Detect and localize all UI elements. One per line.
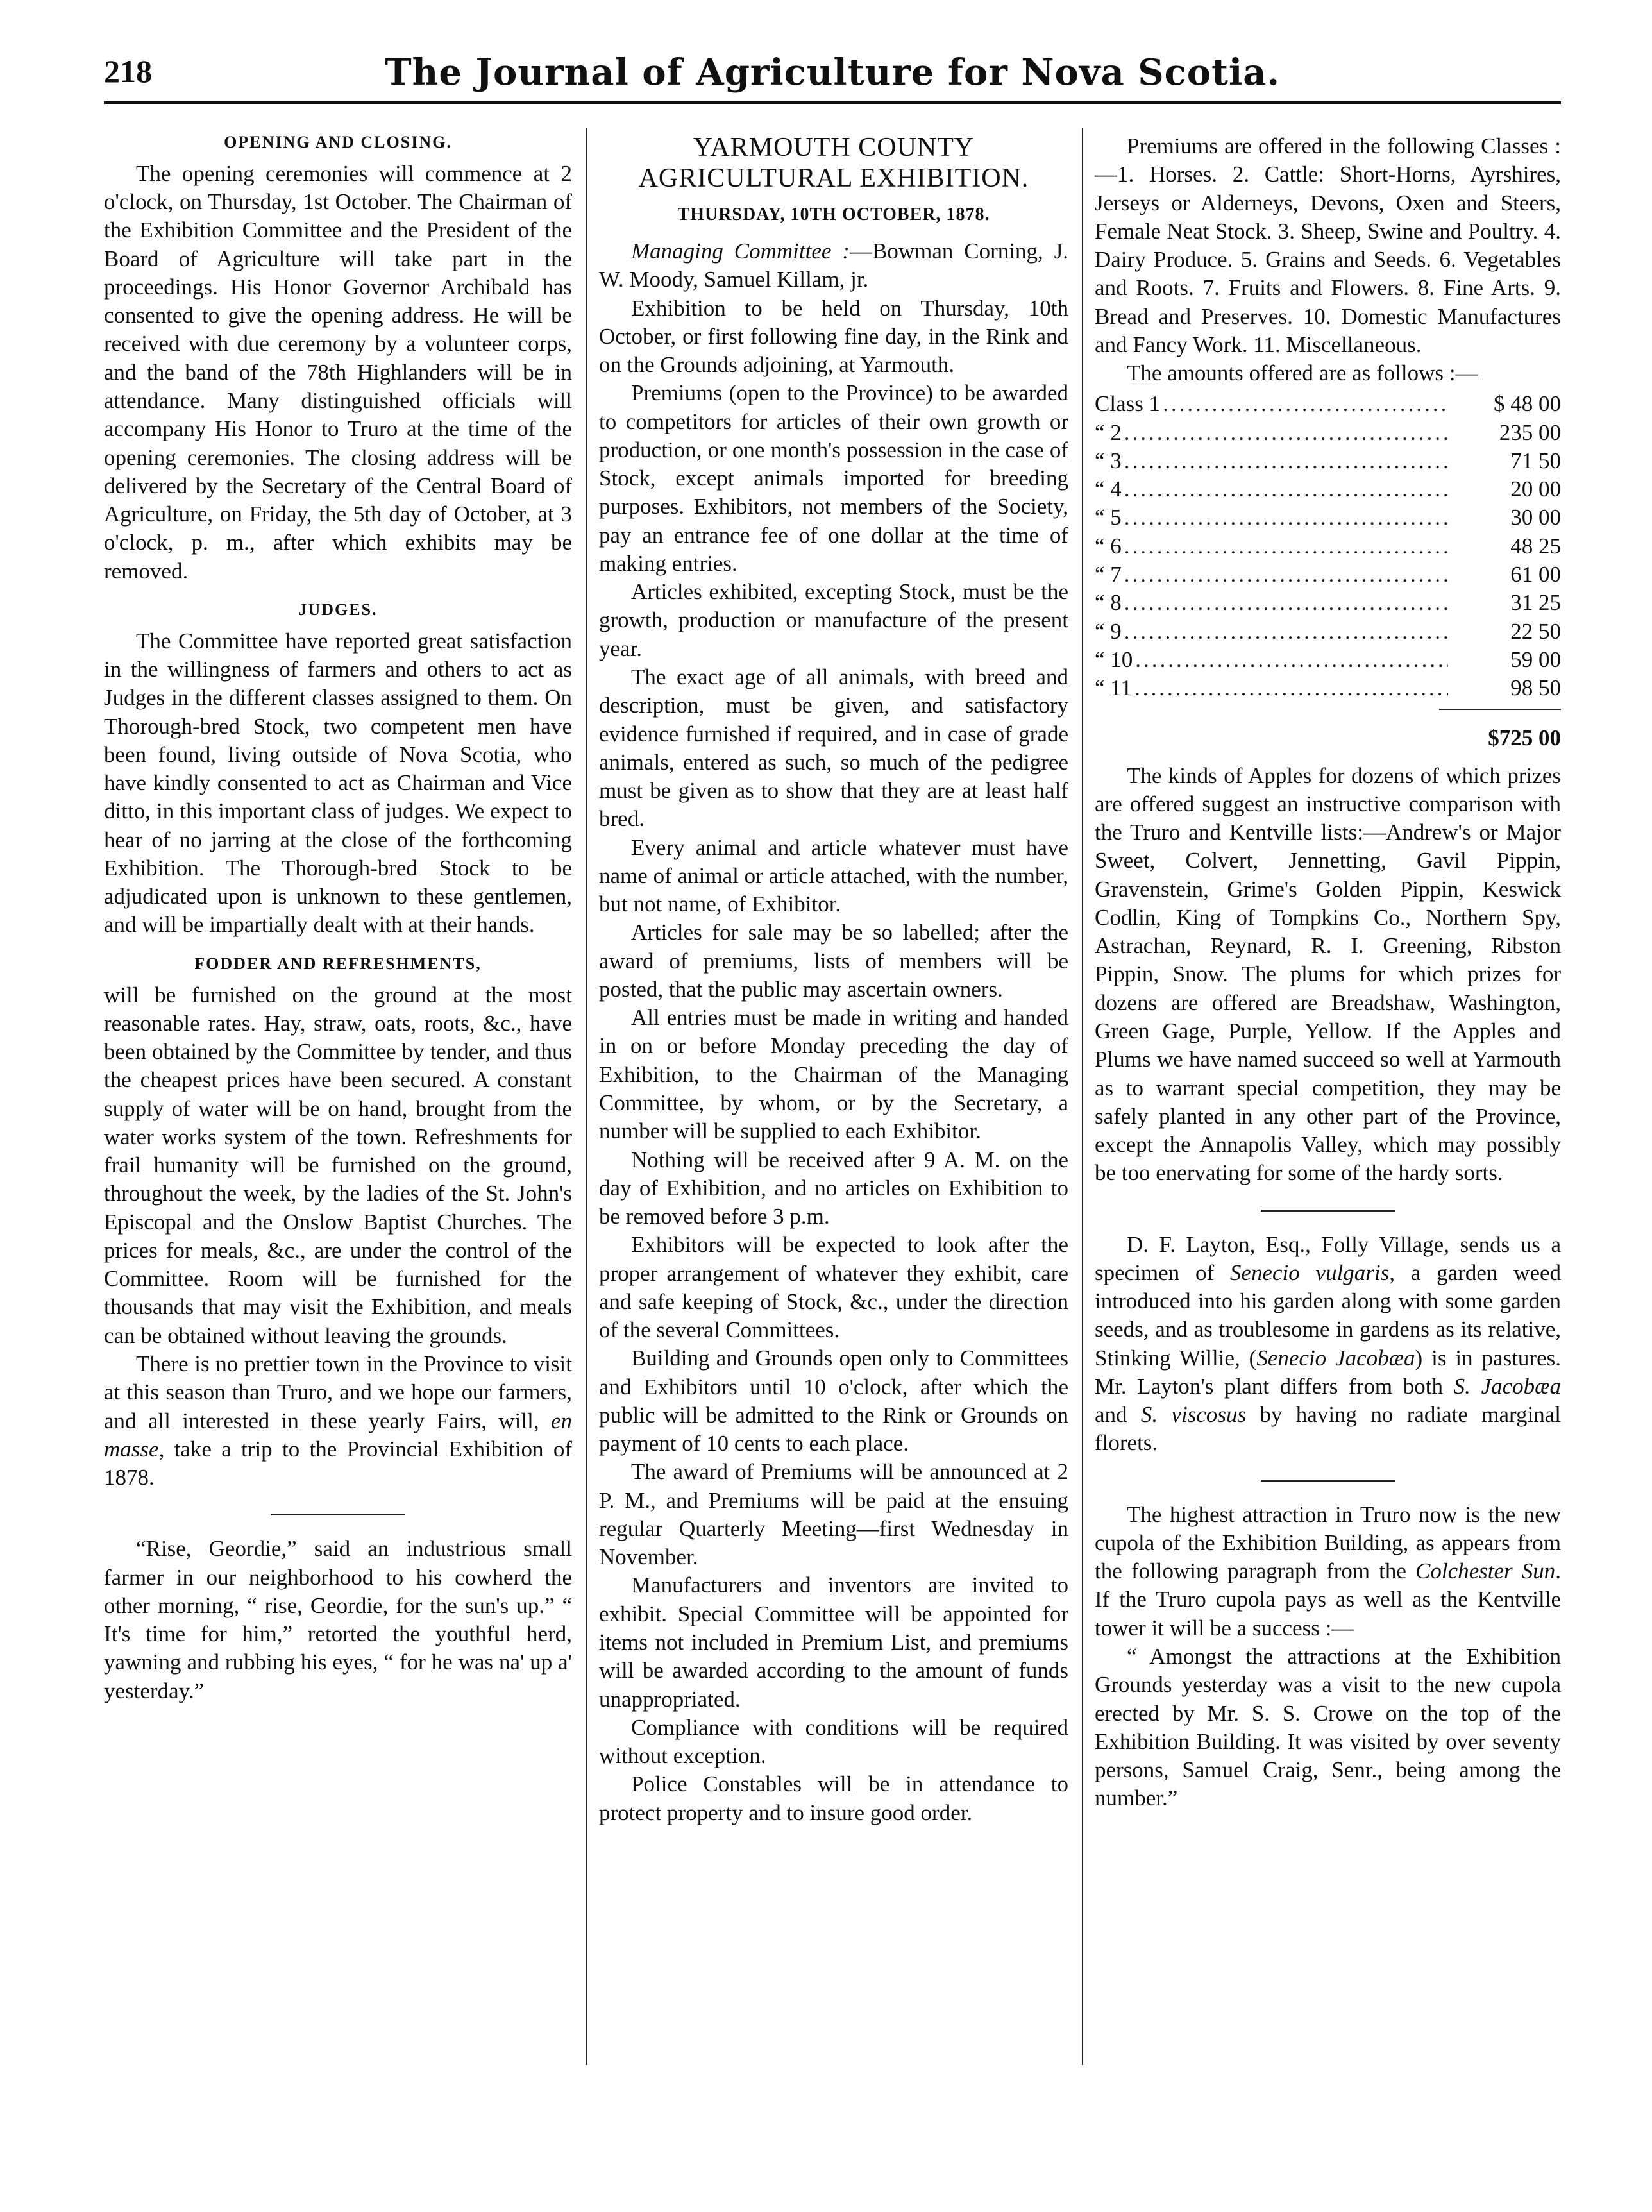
paragraph-exhibitors: Exhibitors will be expected to look after the proper arrangement of whatever they exhibit, care and safe keeping of Stock, &c., under the direction of the several Committees. [599, 1232, 1068, 1343]
page-header [104, 51, 1561, 94]
leader-dots [1124, 618, 1448, 646]
amount-row [1095, 618, 1561, 646]
paragraph-judges: The Committee have reported great satisfaction in the willingness of farmers and others to act as Judges in the different classes assigned to them. On Thorough-bred Stock, two competent men have been found, living outside of Nova Scotia, who have kindly consented to act as Chairman and Vice ditto, in this important class of judges. We expect to hear of no jarring at the close of the forthcoming Exhibition. The Thorough-bred Stock to be adjudicated upon is unknown to these gentlemen, and will be impartially dealt with at their hands. [104, 628, 572, 938]
paragraph-nothing: Nothing will be received after 9 A. M. on the day of Exhibition, and no articles on Exhibition to be removed before 3 p.m. [599, 1147, 1068, 1229]
text-run: There is no prettier town in the Province to visit at this season than Truro, and we hope our farmers, and all interested in these yearly Fairs, will, [104, 1351, 572, 1433]
paragraph-classes: Premiums are offered in the following Classes :—1. Horses. 2. Cattle: Short-Horns, Ayrshires, Jerseys or Alderneys, Devons, Oxen and Steers, Female Neat Stock. 3. Sheep, Swine and Poultry. 4. Dairy Produce. 5. Grains and Seeds. 6. Vegetables and Roots. 7. Fruits and Flowers. 8. Fine Arts. 9. Bread and Preserves. 10. Domestic Manufactures and Fancy Work. 11. Miscellaneous. [1095, 133, 1561, 357]
text-run: ) is in pastures. Mr. Layton's plant differs from both [1095, 1345, 1561, 1399]
paragraph-opening: The opening ceremonies will commence at 2 o'clock, on Thursday, 1st October. The Chairman of the Exhibition Committee and the President of the Board of Agriculture will take part in the proceedings. His Honor Governor Archibald has consented to give the opening address. He will be received with due ceremony by a volunteer corps, and the band of the 78th Highlanders will be in attendance. Many distinguished officials will accompany His Honor to Truro at the time of the opening ceremonies. The closing address will be delivered by the Secretary of the Central Board of Agriculture, on Friday, the 5th day of October, at 3 o'clock, p. m., after which exhibits may be removed. [104, 160, 572, 584]
italic-text: Colchester Sun [1415, 1558, 1556, 1584]
amount-class-label: Class 1 [1095, 391, 1161, 417]
amount-class-label: “ 5 [1095, 505, 1122, 530]
leader-dots [1124, 503, 1448, 532]
heading-fodder: FODDER AND REFRESHMENTS, [194, 954, 482, 973]
italic-text: Managing Committee : [631, 239, 850, 264]
paragraph-manufacturers: Manufacturers and inventors are invited to exhibit. Special Committee will be appointed for items not included in Premium List, and premiums will be awarded according to the amount of funds unappropriated. [599, 1573, 1068, 1712]
paragraph-name: Every animal and article whatever must have name of animal or article attached, with the number, but not name, of Exhibitor. [599, 834, 1068, 917]
amount-row [1095, 561, 1561, 589]
leader-dots [1135, 646, 1448, 674]
paragraph-layton [1095, 1231, 1561, 1458]
amount-value: 59 00 [1510, 646, 1561, 672]
amount-value: 30 00 [1510, 505, 1561, 530]
amounts-total: $725 00 [1488, 725, 1561, 751]
leader-dots [1124, 475, 1448, 503]
column-1 [104, 132, 572, 1705]
amount-class-label: “ 3 [1095, 448, 1122, 473]
section-rule [1261, 1480, 1395, 1482]
paragraph-compliance: Compliance with conditions will be required without exception. [599, 1714, 1068, 1769]
text-run: , take a trip to the Provincial Exhibition of 1878. [104, 1436, 572, 1490]
column-2 [599, 132, 1068, 1827]
amount-class-label: “ 10 [1095, 646, 1133, 672]
article-columns [104, 114, 1561, 2064]
amount-row [1095, 532, 1561, 561]
amount-value: 48 25 [1510, 533, 1561, 559]
paragraph-fodder: will be furnished on the ground at the most reasonable rates. Hay, straw, oats, roots, &c., have been obtained by the Committee by tender, and thus the cheapest prices have been secured. A constant supply of water will be on hand, brought from the water works system of the town. Refreshments for frail humanity will be furnished on the ground, throughout the week, by the ladies of the St. John's Episcopal and the Onslow Baptist Churches. The prices for meals, &c., are under the control of the Committee. Room will be furnished for the thousands that may visit the Exhibition, and meals can be obtained without leaving the grounds. [104, 982, 572, 1348]
amount-class-label: “ 9 [1095, 618, 1122, 644]
amount-row [1095, 419, 1561, 447]
amount-row [1095, 589, 1561, 617]
amount-value: 71 50 [1510, 448, 1561, 473]
paragraph-age: The exact age of all animals, with breed and description, must be given, and satisfactory evidence furnished if required, and in case of grade animals, entered as such, so much of the pedigree must be given as to show that they are at least half bred. [599, 664, 1068, 832]
paragraph-cupola [1095, 1501, 1561, 1642]
italic-text: Senecio vulgaris [1229, 1260, 1390, 1285]
amount-row [1095, 646, 1561, 674]
leader-dots [1124, 447, 1448, 475]
text-run: and [1095, 1402, 1141, 1428]
text-run: D. F. Layton, Esq., Folly Village, sends us a specimen of [1095, 1231, 1561, 1285]
amount-class-label: “ 6 [1095, 533, 1122, 559]
amounts-table [1095, 390, 1561, 702]
paragraph-premiums: Premiums (open to the Province) to be awarded to competitors for articles of their own growth or production, or one month's possession in the case of Stock, except animals imported for breeding purposes. Exhibitors, not members of the Society, pay an entrance fee of one dollar at the time of making entries. [599, 380, 1068, 576]
amount-value: 98 50 [1510, 675, 1561, 701]
paragraph-articles: Articles exhibited, excepting Stock, must be the growth, production or manufacture of the present year. [599, 579, 1068, 661]
amount-row [1095, 503, 1561, 532]
leader-dots [1134, 674, 1448, 702]
amount-row [1095, 674, 1561, 702]
article-title-yarmouth: YARMOUTH COUNTY AGRICULTURAL EXHIBITION. [638, 133, 1029, 194]
amount-class-label: “ 4 [1095, 477, 1122, 502]
paragraph-truro [104, 1350, 572, 1492]
paragraph-award: The award of Premiums will be announced at 2 P. M., and Premiums will be paid at the ensuing regular Quarterly Meeting—first Wednesday in November. [599, 1459, 1068, 1570]
section-rule [271, 1514, 405, 1515]
text-run: by having no radiate marginal florets. [1095, 1402, 1562, 1456]
amount-row [1095, 447, 1561, 475]
column-divider [1082, 128, 1083, 2065]
column-3 [1095, 132, 1561, 1813]
header-rule [104, 101, 1561, 104]
amount-class-label: “ 7 [1095, 561, 1122, 587]
paragraph-police: Police Constables will be in attendance to protect property and to insure good order. [599, 1771, 1068, 1825]
paragraph-held: Exhibition to be held on Thursday, 10th October, or first following fine day, in the Rink and on the Grounds adjoining, at Yarmouth. [599, 295, 1068, 378]
paragraph-quote: “ Amongst the attractions at the Exhibition Grounds yesterday was a visit to the new cupola erected by Mr. S. S. Crowe on the top of the Exhibition Building. It was visited by over seventy persons, Samuel Craig, Senr., being among the number.” [1095, 1644, 1561, 1811]
italic-text: S. Jacobæa [1453, 1373, 1561, 1399]
leader-dots [1124, 532, 1448, 561]
heading-judges: JUDGES. [298, 600, 378, 619]
amount-value: 61 00 [1510, 561, 1561, 587]
section-rule [1261, 1210, 1395, 1212]
amount-class-label: “ 2 [1095, 419, 1122, 445]
leader-dots [1124, 419, 1448, 447]
text-run: . If the Truro cupola pays as well as the Kentville tower it will be a success :— [1095, 1558, 1561, 1641]
paragraph-committee [599, 237, 1068, 294]
amount-class-label: “ 8 [1095, 590, 1122, 616]
column-divider [586, 128, 587, 2065]
paragraph-amounts-intro: The amounts offered are as follows :— [1127, 360, 1478, 386]
amount-value: 31 25 [1510, 590, 1561, 616]
italic-text: Senecio Jacobæa [1256, 1345, 1415, 1371]
amount-class-label: “ 11 [1095, 675, 1132, 701]
paragraph-geordie: “Rise, Geordie,” said an industrious small farmer in our neighborhood to his cowherd the other morning, “ rise, Geordie, for the sun's up.” “ It's time for him,” retorted the youthful herd, yawning and rubbing his eyes, “ for he was na' up a' yesterday.” [104, 1536, 572, 1703]
leader-dots [1124, 561, 1448, 589]
paragraph-entries: All entries must be made in writing and handed in on or before Monday preceding the day of Exhibition, to the Chairman of the Managing Committee, by whom, or by the Secretary, a number will be supplied to each Exhibitor. [599, 1005, 1068, 1144]
text-run: The highest attraction in Truro now is the new cupola of the Exhibition Building, as appears from the following paragraph from the [1095, 1501, 1561, 1584]
leader-dots [1163, 390, 1448, 418]
italic-text: en masse [104, 1408, 572, 1462]
text-run: —Bowman Corning, J. W. Moody, Samuel Killam, jr. [599, 239, 1068, 292]
text-run: , a garden weed introduced into his garden along with some garden seeds, and as troublesome in gardens as its relative, Stinking Willie, ( [1095, 1260, 1562, 1371]
leader-dots [1124, 589, 1448, 617]
amount-row [1095, 475, 1561, 503]
heading-opening-closing: OPENING AND CLOSING. [224, 133, 452, 151]
amount-value: 22 50 [1510, 618, 1561, 644]
amount-value: $ 48 00 [1494, 391, 1561, 417]
amount-value: 235 00 [1499, 419, 1561, 445]
article-date: THURSDAY, 10TH OCTOBER, 1878. [677, 204, 990, 224]
page-number: 218 [104, 53, 152, 89]
amount-row [1095, 390, 1561, 418]
paragraph-sale: Articles for sale may be so labelled; after the award of premiums, lists of members will be posted, that the public may ascertain owners. [599, 920, 1068, 1002]
paragraph-building: Building and Grounds open only to Committees and Exhibitors until 10 o'clock, after which the public will be admitted to the Rink or Grounds on payment of 10 cents to each place. [599, 1346, 1068, 1456]
total-rule [1439, 709, 1561, 710]
journal-title: The Journal of Agriculture for Nova Scotia. [384, 51, 1281, 94]
paragraph-apples: The kinds of Apples for dozens of which prizes are offered suggest an instructive comparison with the Truro and Kentville lists:—Andrew's or Major Sweet, Colvert, Jennetting, Gavil Pippin, Gravenstein, Grime's Golden Pippin, Keswick Codlin, King of Tompkins Co., Northern Spy, Astrachan, Reynard, R. I. Greening, Ribston Pippin, Snow. The plums for which prizes for dozens are offered are Breadshaw, Washington, Green Gage, Purple, Yellow. If the Apples and Plums we have named succeed so well at Yarmouth as to warrant special competition, they may be safely planted in any other part of the Province, except the Annapolis Valley, which may possibly be too enervating for some of the hardy sorts. [1095, 763, 1561, 1186]
amount-value: 20 00 [1510, 477, 1561, 502]
italic-text: S. viscosus [1140, 1402, 1247, 1428]
